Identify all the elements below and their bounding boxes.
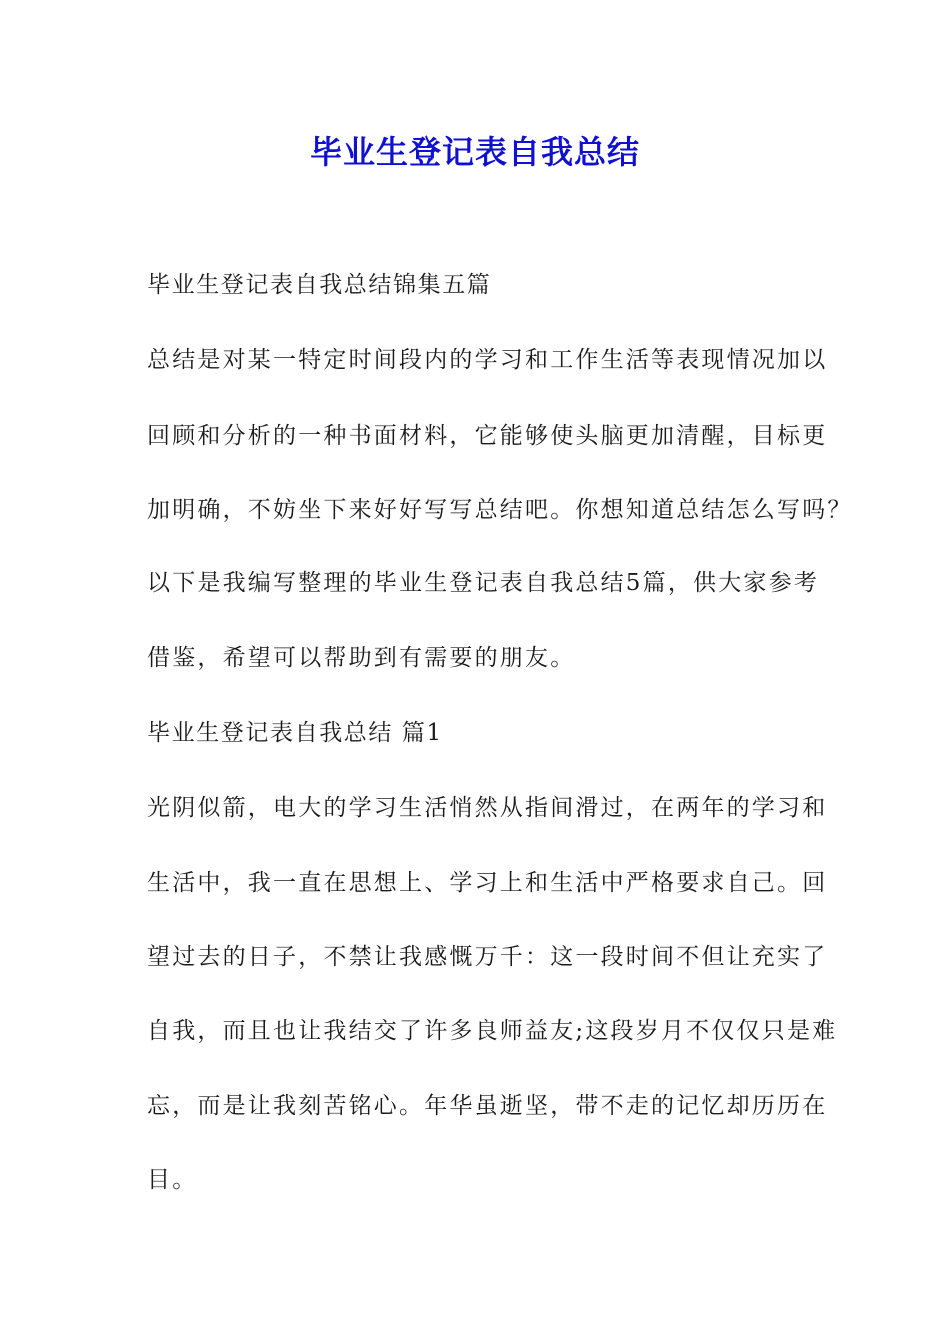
section-line-5: 忘，而是让我刻苦铭心。年华虽逝坚，带不走的记忆却历历在 <box>147 1093 828 1119</box>
document-subtitle: 毕业生登记表自我总结锦集五篇 <box>147 272 492 298</box>
section-line-2: 生活中，我一直在思想上、学习上和生活中严格要求自己。回 <box>147 870 828 896</box>
section-line-3: 望过去的日子，不禁让我感慨万千：这一段时间不但让充实了 <box>147 944 828 970</box>
intro-line-3: 加明确，不妨坐下来好好写写总结吧。你想知道总结怎么写吗？ <box>147 497 853 523</box>
section-line-4: 自我，而且也让我结交了许多良师益友;这段岁月不仅仅只是难 <box>147 1018 838 1044</box>
section-heading: 毕业生登记表自我总结 篇1 <box>147 720 443 746</box>
section-line-1: 光阴似箭，电大的学习生活悄然从指间滑过，在两年的学习和 <box>147 795 828 821</box>
section-line-6: 目。 <box>147 1167 198 1193</box>
intro-line-5: 借鉴，希望可以帮助到有需要的朋友。 <box>147 645 576 671</box>
intro-line-4: 以下是我编写整理的毕业生登记表自我总结5篇，供大家参考 <box>147 570 820 596</box>
intro-line-2: 回顾和分析的一种书面材料，它能够使头脑更加清醒，目标更 <box>147 423 828 449</box>
intro-line-1: 总结是对某一特定时间段内的学习和工作生活等表现情况加以 <box>147 347 828 373</box>
document-title: 毕业生登记表自我总结 <box>309 133 640 171</box>
